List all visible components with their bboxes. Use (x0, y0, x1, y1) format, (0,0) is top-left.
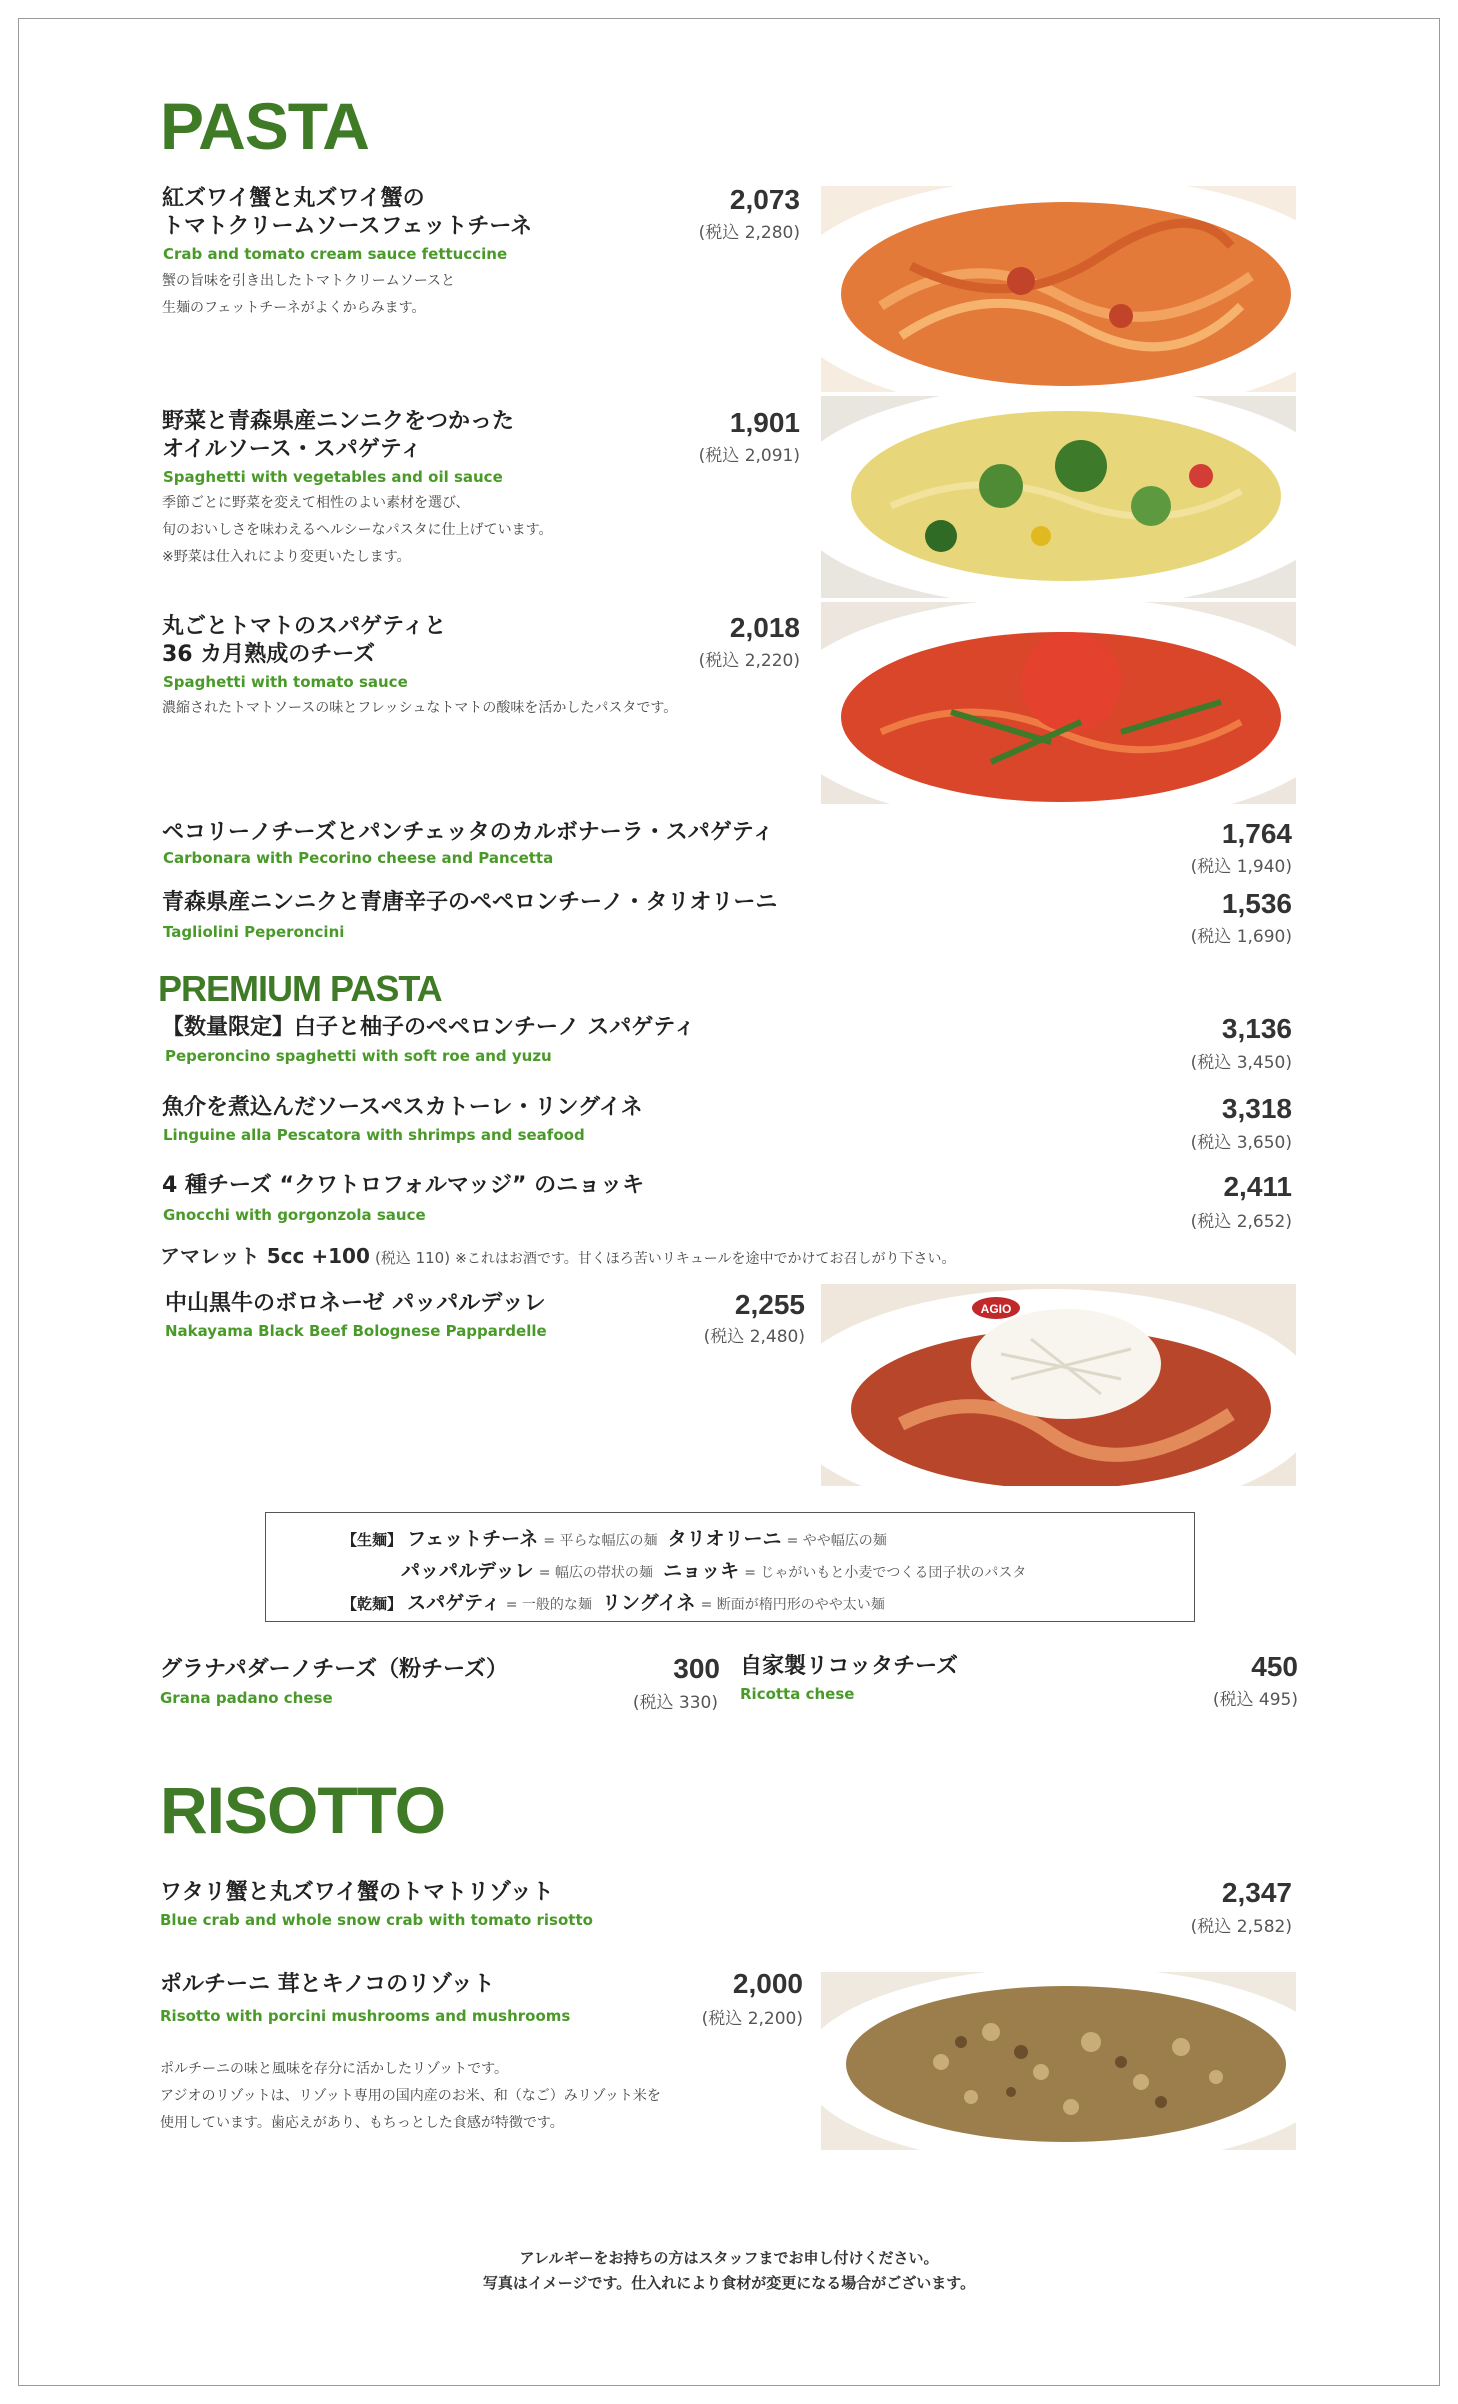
item-price: 1,536 (1221, 888, 1292, 919)
extra-price: 300 (673, 1653, 720, 1684)
item-price: 2,347 (1221, 1877, 1292, 1908)
item-price-tax: (税込 2,582) (1190, 1917, 1292, 1937)
legend-fresh-tag: 【生麺】 (342, 1531, 403, 1549)
item-price: 2,018 (729, 612, 800, 643)
item-name-jp: ペコリーノチーズとパンチェッタのカルボナーラ・スパゲティ (162, 820, 775, 845)
item-name-jp: 【数量限定】白子と柚子のペペロンチーノ スパゲティ (162, 1015, 696, 1040)
item-price: 2,000 (732, 1968, 803, 1999)
vegetable-spaghetti-photo (821, 396, 1296, 598)
item-price: 2,255 (734, 1289, 805, 1320)
item-name-jp: 中山黒牛のボロネーゼ パッパルデッレ (165, 1291, 546, 1316)
legend-dry-tag: 【乾麺】 (342, 1595, 403, 1613)
legend-fettuccine: フェットチーネ (407, 1528, 539, 1550)
item-price: 3,318 (1221, 1093, 1292, 1124)
amaretto-option (160, 1240, 956, 1269)
item-price-tax: (税込 2,652) (1190, 1212, 1292, 1232)
extra-price-tax: (税込 330) (632, 1693, 718, 1713)
item-name-en: Spaghetti with vegetables and oil sauce (163, 468, 503, 486)
legend-pappardelle: パッパルデッレ (401, 1560, 534, 1582)
item-name-jp: 丸ごとトマトのスパゲティと (162, 614, 447, 639)
legend-gnocchi-desc: = じゃがいもと小麦でつくる団子状のパスタ (744, 1565, 1027, 1581)
item-price-tax: (税込 3,450) (1190, 1053, 1292, 1073)
item-price: 2,073 (729, 184, 800, 215)
legend-spaghetti: スパゲティ (407, 1592, 501, 1614)
extra-name-jp: グラナパダーノチーズ（粉チーズ） (160, 1657, 509, 1682)
crab-fettuccine-photo (821, 186, 1296, 392)
item-name-en: Gnocchi with gorgonzola sauce (163, 1206, 426, 1224)
item-description: ポルチーニの味と風味を存分に活かしたリゾットです。 アジオのリゾットは、リゾット専用の国内産のお米、和（なご）みリゾット米を 使用しています。歯応えがあり、もちっとした食感が特徴です。 (160, 2061, 661, 2131)
item-price-tax: (税込 2,091) (698, 446, 800, 466)
item-price-tax: (税込 1,940) (1190, 857, 1292, 877)
item-name-en: Crab and tomato cream sauce fettuccine (163, 245, 508, 263)
item-price-tax: (税込 3,650) (1190, 1133, 1292, 1153)
item-name-en: Tagliolini Peperoncini (163, 923, 345, 941)
item-name-jp: 青森県産ニンニクと青唐辛子のペペロンチーノ・タリオリーニ (162, 890, 778, 915)
noodle-legend-box (265, 1512, 1195, 1622)
item-price-tax: (税込 2,220) (698, 651, 800, 671)
item-price: 1,764 (1221, 818, 1292, 849)
item-price-tax: (税込 2,280) (698, 223, 800, 243)
agio-logo: AGIO (980, 1302, 1012, 1316)
item-name-en: Nakayama Black Beef Bolognese Pappardelle (165, 1322, 547, 1340)
item-name-jp: 魚介を煮込んだソースペスカトーレ・リングイネ (162, 1095, 643, 1120)
footer-allergy-note: アレルギーをお持ちの方はスタッフまでお申し付けください。 (519, 2249, 939, 2267)
legend-pappardelle-desc: = 幅広の帯状の麺 (538, 1565, 653, 1581)
legend-row-fresh-2 (266, 1561, 1194, 1583)
legend-gnocchi: ニョッキ (663, 1560, 740, 1582)
item-name-en: Spaghetti with tomato sauce (163, 673, 408, 691)
amaretto-label: アマレット 5cc +100 (160, 1244, 370, 1268)
footer-photo-note: 写真はイメージです。仕入れにより食材が変更になる場合がございます。 (482, 2274, 976, 2292)
item-price: 3,136 (1221, 1013, 1292, 1044)
extra-name-jp: 自家製リコッタチーズ (740, 1654, 959, 1679)
legend-fettuccine-desc: = 平らな幅広の麺 (543, 1533, 658, 1549)
item-name-jp: 4 種チーズ “クワトロフォルマッジ” のニョッキ (162, 1173, 645, 1198)
pasta-heading: PASTA (160, 89, 369, 163)
item-description: 濃縮されたトマトソースの味とフレッシュなトマトの酸味を活かしたパスタです。 (162, 700, 678, 716)
item-name-jp: ポルチーニ 茸とキノコのリゾット (160, 1972, 495, 1997)
item-price-tax: (税込 1,690) (1190, 927, 1292, 947)
item-description: 蟹の旨味を引き出したトマトクリームソースと 生麺のフェットチーネがよくからみます。 (162, 273, 456, 316)
item-price: 2,411 (1223, 1171, 1292, 1202)
legend-row-fresh (266, 1529, 1194, 1551)
bolognese-photo (821, 1284, 1296, 1486)
legend-linguine-desc: = 断面が楕円形のやや太い麺 (700, 1597, 885, 1613)
item-name-en: Blue crab and whole snow crab with tomato risotto (160, 1911, 593, 1929)
item-price: 1,901 (729, 407, 800, 438)
legend-spaghetti-desc: = 一般的な麺 (505, 1597, 592, 1613)
legend-tagliolini-desc: = やや幅広の麺 (786, 1533, 887, 1549)
extra-price-tax: (税込 495) (1212, 1690, 1298, 1710)
item-name-en: Risotto with porcini mushrooms and mushrooms (160, 2007, 571, 2025)
item-name-jp-2: オイルソース・スパゲティ (162, 437, 423, 462)
porcini-risotto-photo (821, 1972, 1296, 2150)
item-price-tax: (税込 2,480) (703, 1327, 805, 1347)
legend-tagliolini: タリオリーニ (667, 1528, 782, 1550)
legend-row-dry (266, 1593, 1194, 1615)
extra-name-en: Grana padano chese (160, 1689, 333, 1707)
item-name-en: Peperoncino spaghetti with soft roe and yuzu (165, 1047, 552, 1065)
item-name-jp: 野菜と青森県産ニンニクをつかった (162, 409, 515, 434)
amaretto-note: ※これはお酒です。甘くほろ苦いリキュールを途中でかけてお召しがり下さい。 (455, 1251, 956, 1267)
item-name-jp-2: 36 カ月熟成のチーズ (162, 642, 376, 667)
premium-pasta-heading: PREMIUM PASTA (158, 968, 442, 1009)
item-name-en: Linguine alla Pescatora with shrimps and seafood (163, 1126, 585, 1144)
item-name-jp: ワタリ蟹と丸ズワイ蟹のトマトリゾット (160, 1880, 554, 1905)
item-name-jp: 紅ズワイ蟹と丸ズワイ蟹の (162, 186, 425, 211)
tomato-spaghetti-photo (821, 602, 1296, 804)
extra-price: 450 (1251, 1651, 1298, 1682)
extra-name-en: Ricotta chese (740, 1685, 855, 1703)
item-name-en: Carbonara with Pecorino cheese and Pancetta (163, 849, 554, 867)
risotto-heading: RISOTTO (160, 1773, 446, 1847)
item-name-jp-2: トマトクリームソースフェットチーネ (162, 214, 533, 239)
item-description: 季節ごとに野菜を変えて相性のよい素材を選び、 旬のおいしさを味わえるヘルシーなパスタに仕上げています。 ※野菜は仕入れにより変更いたします。 (162, 495, 553, 565)
legend-linguine: リングイネ (602, 1592, 696, 1614)
item-price-tax: (税込 2,200) (701, 2009, 803, 2029)
amaretto-tax: (税込 110) (374, 1249, 451, 1267)
